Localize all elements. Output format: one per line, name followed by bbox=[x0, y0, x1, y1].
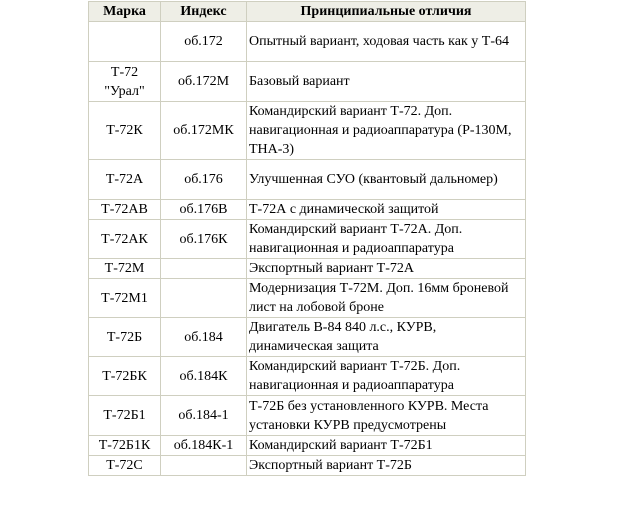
cell-index: об.176 bbox=[161, 160, 247, 200]
table-header bbox=[89, 2, 526, 22]
cell-desc: Командирский вариант Т-72Б1 bbox=[247, 436, 526, 456]
cell-mark: Т-72 "Урал" bbox=[89, 62, 161, 102]
cell-index: об.172М bbox=[161, 62, 247, 102]
cell-mark: Т-72С bbox=[89, 456, 161, 476]
cell-mark: Т-72К bbox=[89, 102, 161, 160]
cell-desc: Экспортный вариант Т-72Б bbox=[247, 456, 526, 476]
table-row bbox=[89, 456, 526, 476]
cell-index: об.184К bbox=[161, 357, 247, 396]
cell-mark: Т-72Б1 bbox=[89, 396, 161, 436]
cell-desc: Командирский вариант Т-72Б. Доп. навигационная и радиоаппаратура bbox=[247, 357, 526, 396]
cell-mark: Т-72БК bbox=[89, 357, 161, 396]
table-row bbox=[89, 220, 526, 259]
cell-index bbox=[161, 456, 247, 476]
cell-mark: Т-72М1 bbox=[89, 279, 161, 318]
table-row bbox=[89, 259, 526, 279]
cell-desc: Опытный вариант, ходовая часть как у Т-64 bbox=[247, 22, 526, 62]
table-row bbox=[89, 62, 526, 102]
cell-index: об.184-1 bbox=[161, 396, 247, 436]
table-row bbox=[89, 102, 526, 160]
header-index: Индекс bbox=[161, 2, 247, 22]
cell-index: об.172 bbox=[161, 22, 247, 62]
tank-variants-table bbox=[88, 1, 526, 476]
table-row bbox=[89, 436, 526, 456]
cell-index: об.176В bbox=[161, 200, 247, 220]
cell-mark: Т-72Б1К bbox=[89, 436, 161, 456]
table-body bbox=[89, 22, 526, 476]
cell-index: об.184К-1 bbox=[161, 436, 247, 456]
cell-desc: Командирский вариант Т-72А. Доп. навигационная и радиоаппаратура bbox=[247, 220, 526, 259]
cell-mark bbox=[89, 22, 161, 62]
cell-index bbox=[161, 279, 247, 318]
cell-desc: Двигатель В-84 840 л.с., КУРВ, динамическая защита bbox=[247, 318, 526, 357]
table-row bbox=[89, 279, 526, 318]
cell-mark: Т-72Б bbox=[89, 318, 161, 357]
cell-index bbox=[161, 259, 247, 279]
table-row bbox=[89, 318, 526, 357]
cell-desc: Улучшенная СУО (квантовый дальномер) bbox=[247, 160, 526, 200]
header-row bbox=[89, 2, 526, 22]
cell-index: об.172МК bbox=[161, 102, 247, 160]
cell-desc: Т-72Б без установленного КУРВ. Места установки КУРВ предусмотрены bbox=[247, 396, 526, 436]
cell-index: об.184 bbox=[161, 318, 247, 357]
table-row bbox=[89, 396, 526, 436]
cell-index: об.176К bbox=[161, 220, 247, 259]
table-row bbox=[89, 200, 526, 220]
cell-mark: Т-72М bbox=[89, 259, 161, 279]
header-differences: Принципиальные отличия bbox=[247, 2, 526, 22]
header-mark: Марка bbox=[89, 2, 161, 22]
cell-mark: Т-72АК bbox=[89, 220, 161, 259]
cell-desc: Базовый вариант bbox=[247, 62, 526, 102]
cell-mark: Т-72АВ bbox=[89, 200, 161, 220]
table-row bbox=[89, 160, 526, 200]
cell-desc: Командирский вариант Т-72. Доп. навигационная и радиоаппаратура (Р-130М, ТНА-3) bbox=[247, 102, 526, 160]
cell-desc: Экспортный вариант Т-72А bbox=[247, 259, 526, 279]
cell-desc: Модернизация Т-72М. Доп. 16мм броневой лист на лобовой броне bbox=[247, 279, 526, 318]
cell-desc: Т-72А с динамической защитой bbox=[247, 200, 526, 220]
table-row bbox=[89, 357, 526, 396]
cell-mark: Т-72А bbox=[89, 160, 161, 200]
table-row bbox=[89, 22, 526, 62]
